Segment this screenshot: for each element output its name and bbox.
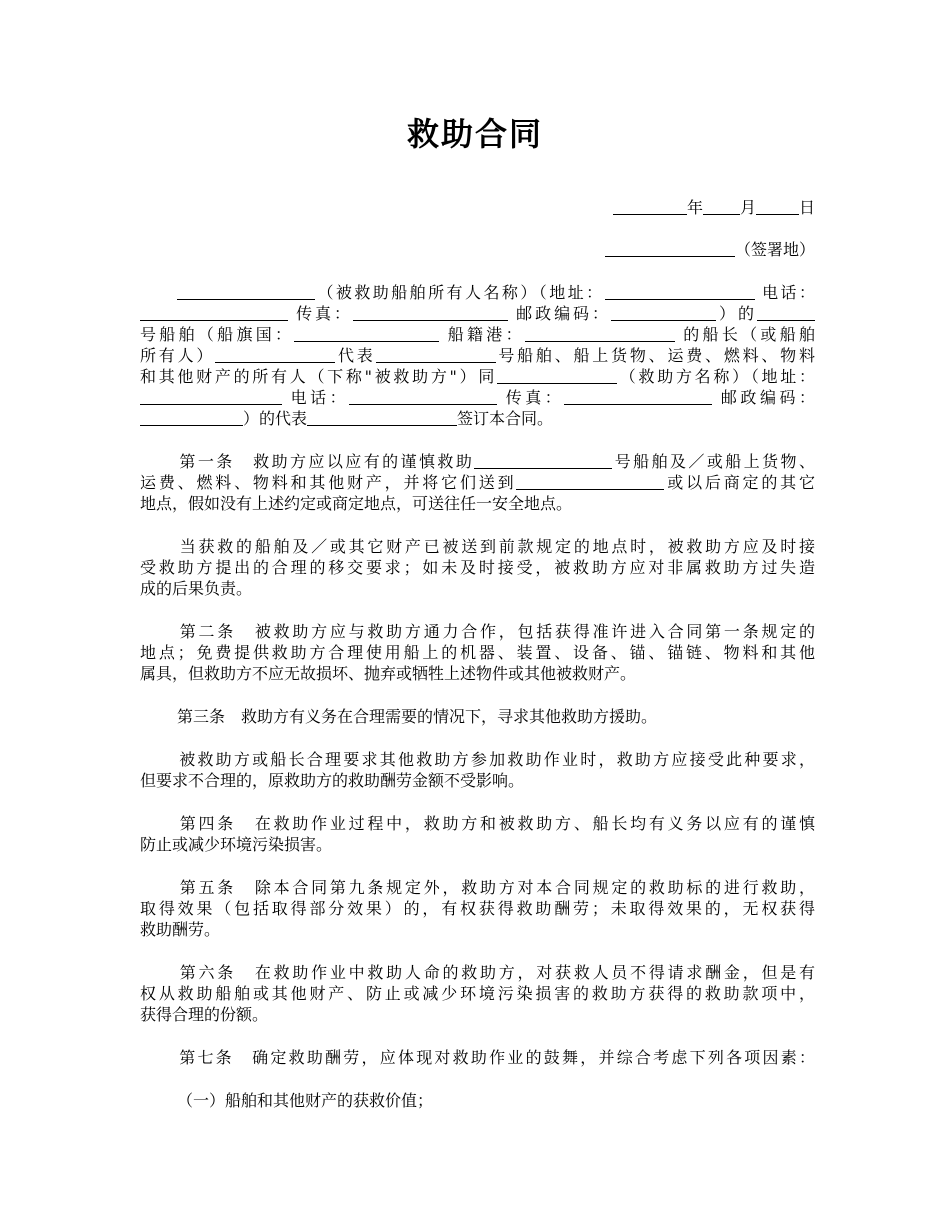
preamble-text: 代表 — [335, 346, 376, 365]
rescued-phone-blank[interactable] — [140, 304, 288, 321]
article-4-line: 防止或减少环境污染损害。 — [140, 835, 333, 854]
document-title: 救助合同 — [406, 115, 543, 153]
article-text: 第七条 确定救助酬劳，应体现对救助作业的鼓舞，并综合考虑下列各项因素： — [177, 1048, 815, 1067]
paragraph-text: 当获救的船舶及／或其它财产已被送到前款规定的地点时，被救助方应及时接 — [177, 537, 815, 556]
preamble-text: 电话： — [754, 283, 815, 302]
month-label: 月 — [739, 198, 756, 217]
preamble-line — [140, 303, 815, 324]
preamble-text: 所有人） — [140, 346, 216, 365]
preamble-line — [140, 282, 815, 303]
article-text: 第三条 救助方有义务在合理需要的情况下，寻求其他救助方援助。 — [177, 707, 658, 726]
paragraph-line: 受救助方提出的合理的移交要求；如未及时接受，被救助方应对非属救助方过失造 — [140, 558, 815, 577]
year-label: 年 — [686, 198, 703, 217]
day-blank[interactable] — [756, 198, 799, 215]
preamble-line — [140, 345, 815, 366]
preamble-text: 邮政编码： — [508, 304, 612, 323]
article-6-line — [140, 962, 815, 983]
date-line — [140, 197, 815, 218]
preamble-line — [140, 366, 815, 387]
article-1-line — [140, 472, 815, 493]
preamble-text: （被救助船舶所有人名称）（地址： — [315, 283, 605, 302]
article-3-line — [140, 706, 815, 727]
salvor-phone-blank[interactable] — [349, 388, 497, 405]
signing-place-label: （签署地） — [734, 240, 815, 259]
ship-name-blank[interactable] — [757, 304, 815, 321]
list-item-text: （一）船舶和其他财产的获救价值； — [177, 1091, 434, 1110]
month-blank[interactable] — [703, 198, 740, 215]
article-1-line: 地点，假如没有上述约定或商定地点，可送往任一安全地点。 — [140, 494, 573, 513]
salvor-postcode-blank[interactable] — [140, 409, 243, 426]
preamble-text: 船籍港： — [439, 325, 525, 344]
paragraph-line: 成的后果负责。 — [140, 579, 253, 598]
preamble-text: （救助方名称）（地址： — [617, 367, 815, 386]
article-2-line — [140, 621, 815, 642]
preamble-text: 邮政编码： — [712, 388, 815, 407]
article-2-line: 属具，但救助方不应无故损坏、抛弃或牺牲上述物件或其他被救财产。 — [140, 664, 637, 683]
article-4-line — [140, 813, 815, 834]
preamble-text: 签订本合同。 — [457, 409, 554, 428]
destination-blank[interactable] — [516, 473, 664, 490]
article-text: 第五条 除本合同第九条规定外，救助方对本合同规定的救助标的进行救助， — [177, 878, 815, 897]
paragraph-text: 被救助方或船长合理要求其他救助方参加救助作业时，救助方应接受此种要求， — [177, 750, 815, 769]
preamble-line — [140, 387, 815, 408]
article-text: 第四条 在救助作业过程中，救助方和被救助方、船长均有义务以应有的谨慎 — [177, 814, 815, 833]
article-text: 运费、燃料、物料和其他财产，并将它们送到 — [140, 473, 517, 492]
preamble-text: ）的 — [716, 304, 757, 323]
paragraph-line: 但要求不合理的，原救助方的救助酬劳金额不受影响。 — [140, 771, 525, 790]
preamble-text: 电话： — [282, 388, 350, 407]
salvaged-ship-blank[interactable] — [474, 452, 612, 469]
article-text: 第一条 救助方应以应有的谨慎救助 — [177, 452, 475, 471]
paragraph-line — [140, 536, 815, 557]
article-5-line: 救助酬劳。 — [140, 920, 221, 939]
preamble-text: 的船长（或船舶 — [674, 325, 815, 344]
year-blank[interactable] — [613, 198, 687, 215]
rescued-owner-blank[interactable] — [177, 283, 315, 300]
salvor-name-blank[interactable] — [497, 367, 617, 384]
article-5-line — [140, 877, 815, 898]
article-7-item-1 — [140, 1090, 815, 1111]
article-7-line — [140, 1047, 815, 1068]
rescued-fax-blank[interactable] — [353, 304, 508, 321]
article-text: 或以后商定的其它 — [664, 473, 815, 492]
article-text: 号船舶及／或船上货物、 — [612, 452, 815, 471]
article-6-line: 权从救助船舶或其他财产、防止或减少环境污染损害的救助方获得的救助款项中， — [140, 984, 815, 1003]
article-text: 第二条 被救助方应与救助方通力合作，包括获得准许进入合同第一条规定的 — [177, 622, 815, 641]
article-6-line: 获得合理的份额。 — [140, 1005, 269, 1024]
rescued-address-blank[interactable] — [605, 283, 755, 300]
article-1-line — [140, 451, 815, 472]
paragraph-line — [140, 749, 815, 770]
preamble-text: 和其他财产的所有人（下称"被救助方"）同 — [140, 367, 498, 386]
flag-state-blank[interactable] — [294, 325, 439, 342]
preamble-line — [140, 408, 815, 429]
preamble-text: 号船舶、船上货物、运费、燃料、物料 — [495, 346, 815, 365]
salvor-fax-blank[interactable] — [564, 388, 712, 405]
represented-ship-blank[interactable] — [376, 346, 496, 363]
day-label: 日 — [798, 198, 815, 217]
article-5-line: 取得效果（包括取得部分效果）的，有权获得救助酬劳；未取得效果的，无权获得 — [140, 899, 815, 918]
preamble-line — [140, 324, 815, 345]
salvor-rep-blank[interactable] — [307, 409, 457, 426]
article-text: 第六条 在救助作业中救助人命的救助方，对获救人员不得请求酬金，但是有 — [177, 963, 815, 982]
signing-place-line — [140, 239, 815, 260]
signing-place-blank[interactable] — [605, 240, 735, 257]
preamble-text: ）的代表 — [243, 409, 308, 428]
rescued-postcode-blank[interactable] — [611, 304, 716, 321]
captain-blank[interactable] — [215, 346, 335, 363]
preamble-text: 传真： — [288, 304, 354, 323]
port-registry-blank[interactable] — [525, 325, 675, 342]
article-2-line: 地点；免费提供救助方合理使用船上的机器、装置、设备、锚、锚链、物料和其他 — [140, 643, 815, 662]
salvor-address-blank[interactable] — [140, 388, 282, 405]
preamble-text: 号船舶（船旗国： — [140, 325, 295, 344]
preamble-text: 传真： — [497, 388, 565, 407]
